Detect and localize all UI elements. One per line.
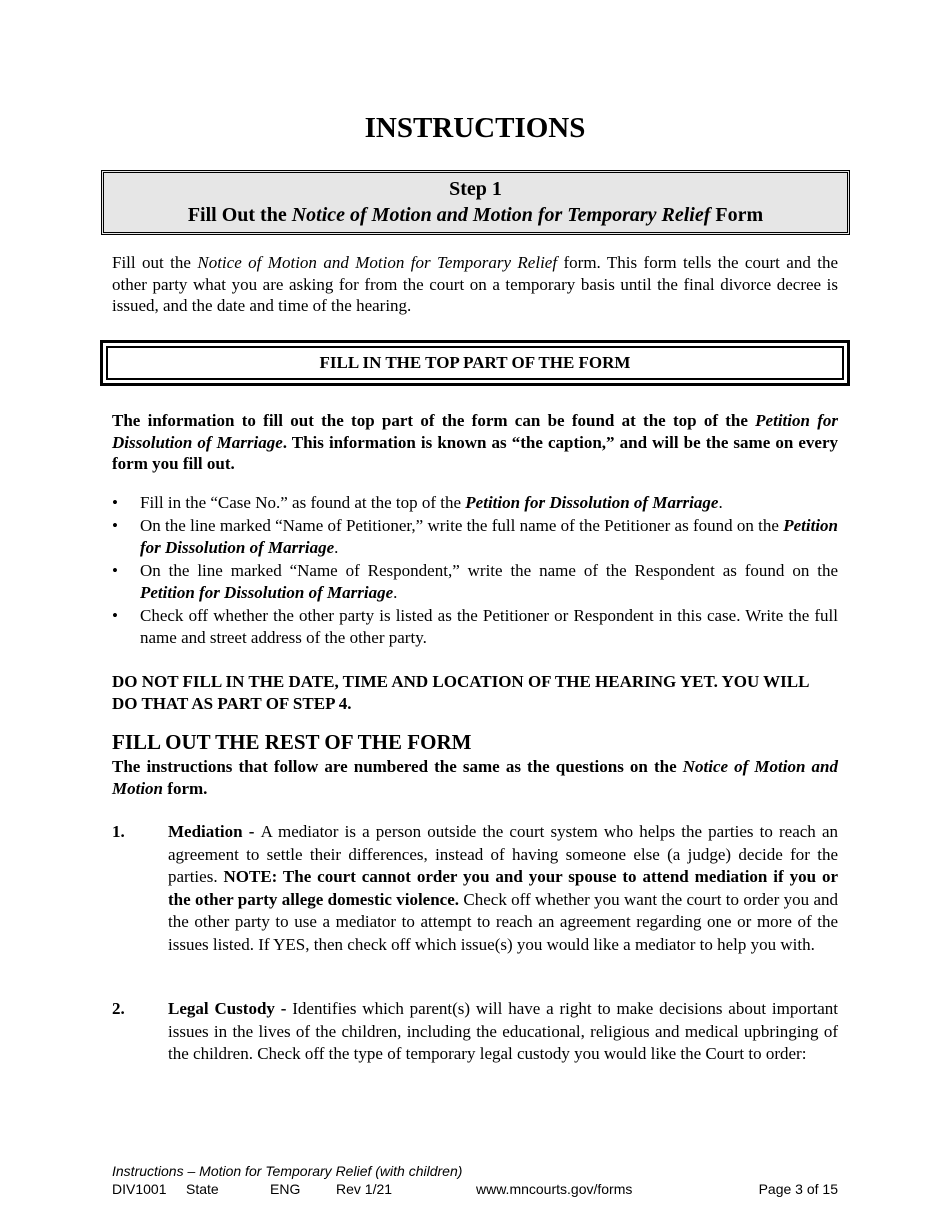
bullet-form-name: Petition for Dissolution of Marriage (140, 515, 838, 557)
bullet-form-name: Petition for Dissolution of Marriage (140, 583, 394, 602)
item-body (168, 821, 838, 956)
footer-row (112, 1181, 838, 1199)
rest-heading: FILL OUT THE REST OF THE FORM (112, 730, 472, 754)
page-title: INSTRUCTIONS (364, 112, 586, 144)
bullet-text: Fill in the “Case No.” as found at the top of the (140, 493, 466, 512)
footer-jurisdiction: State (186, 1181, 219, 1197)
bullet-icon: • (112, 515, 118, 535)
footer-page-number: Page 3 of 15 (758, 1181, 838, 1197)
bullet-text-end: . (393, 583, 398, 602)
step-box (101, 170, 850, 235)
bullet-text-end: . (334, 538, 339, 557)
item-number: 1. (112, 822, 125, 841)
item-body (168, 998, 838, 1066)
bullet-text: On the line marked “Name of Petitioner,” write the full name of the Petitioner as found on the (140, 515, 784, 535)
item-note: NOTE: The court cannot order you and your spouse to attend mediation if you or the other party allege domestic violence. (168, 867, 838, 909)
intro-pre: Fill out the (112, 253, 198, 272)
intro-post: form. This form tells the court and the other party what you are asking for from the court on a temporary basis until the final divorce decree is issued, and the date and time of the hearing. (112, 253, 838, 315)
footer-lang: ENG (270, 1181, 301, 1197)
caption-paragraph (112, 410, 838, 475)
rest-intro-pre: The instructions that follow are numbered the same as the questions on the (112, 757, 683, 776)
step-label: Step 1 (449, 178, 502, 200)
bullet-icon: • (112, 493, 118, 512)
caption-form-name: Petition for Dissolution of Marriage (112, 411, 838, 452)
step-heading-pre: Fill Out the (187, 204, 292, 226)
step-heading-form-name: Notice of Motion and Motion for Temporary Relief (291, 204, 711, 226)
item-text: A mediator is a person outside the court system who helps the parties to reach an agreement to settle their differences, instead of having someone else (a judge) decide for the parties. (168, 822, 838, 886)
section-box (100, 340, 850, 386)
bullet-text: Check off whether the other party is listed as the Petitioner or Respondent in this case. Write the full name and street address of the other party. (140, 605, 838, 647)
item-label: Legal Custody - (168, 999, 293, 1018)
bullet-text-end: . (718, 493, 723, 512)
footer-code: DIV1001 (112, 1181, 167, 1197)
footer-rev: Rev 1/21 (336, 1181, 393, 1197)
section-box-label: FILL IN THE TOP PART OF THE FORM (106, 346, 844, 380)
item-number: 2. (112, 999, 125, 1018)
list-item (112, 492, 838, 515)
bullet-text: On the line marked “Name of Respondent,” write the name of the Respondent as found on the (140, 560, 838, 580)
caption-part1: The information to fill out the top part of the form can be found at the top of the (112, 411, 756, 430)
step-heading-post: Form (710, 204, 764, 226)
rest-intro-paragraph (112, 756, 838, 799)
item-label: Mediation - (168, 822, 261, 841)
rest-intro-form-name: Notice of Motion and Motion (112, 757, 838, 798)
bullet-icon: • (112, 560, 118, 580)
intro-form-name: Notice of Motion and Motion for Temporary Relief (197, 253, 558, 272)
bullet-list (112, 492, 838, 650)
caption-part2: . This information is known as “the caption,” and will be the same on every form you fill out. (112, 432, 838, 473)
warning-paragraph: DO NOT FILL IN THE DATE, TIME AND LOCATION OF THE HEARING YET. YOU WILL DO THAT AS PART OF STEP 4. (112, 672, 809, 713)
list-item (112, 560, 838, 605)
intro-paragraph (112, 252, 838, 317)
item-text: Identifies which parent(s) will have a right to make decisions about important issues in the lives of the children, including the educational, religious and medical upbringing of the children. Check off the type of temporary legal custody you would like the Court to order: (168, 999, 838, 1063)
bullet-form-name: Petition for Dissolution of Marriage (465, 493, 719, 512)
numbered-item-legal-custody (112, 998, 838, 1066)
list-item (112, 515, 838, 560)
step-heading (104, 202, 847, 228)
list-item (112, 605, 838, 650)
item-text-end: Check off whether you want the court to order you and the other party to use a mediator to attempt to reach an agreement regarding one or more of the issues listed. If YES, then check off which issue(s) you would like a mediator to help you with. (168, 889, 838, 954)
rest-intro-post: form. (163, 778, 208, 798)
footer-url: www.mncourts.gov/forms (476, 1181, 633, 1197)
bullet-icon: • (112, 605, 118, 625)
footer-doc-title: Instructions – Motion for Temporary Relief (with children) (112, 1163, 463, 1179)
numbered-item-mediation (112, 821, 838, 956)
